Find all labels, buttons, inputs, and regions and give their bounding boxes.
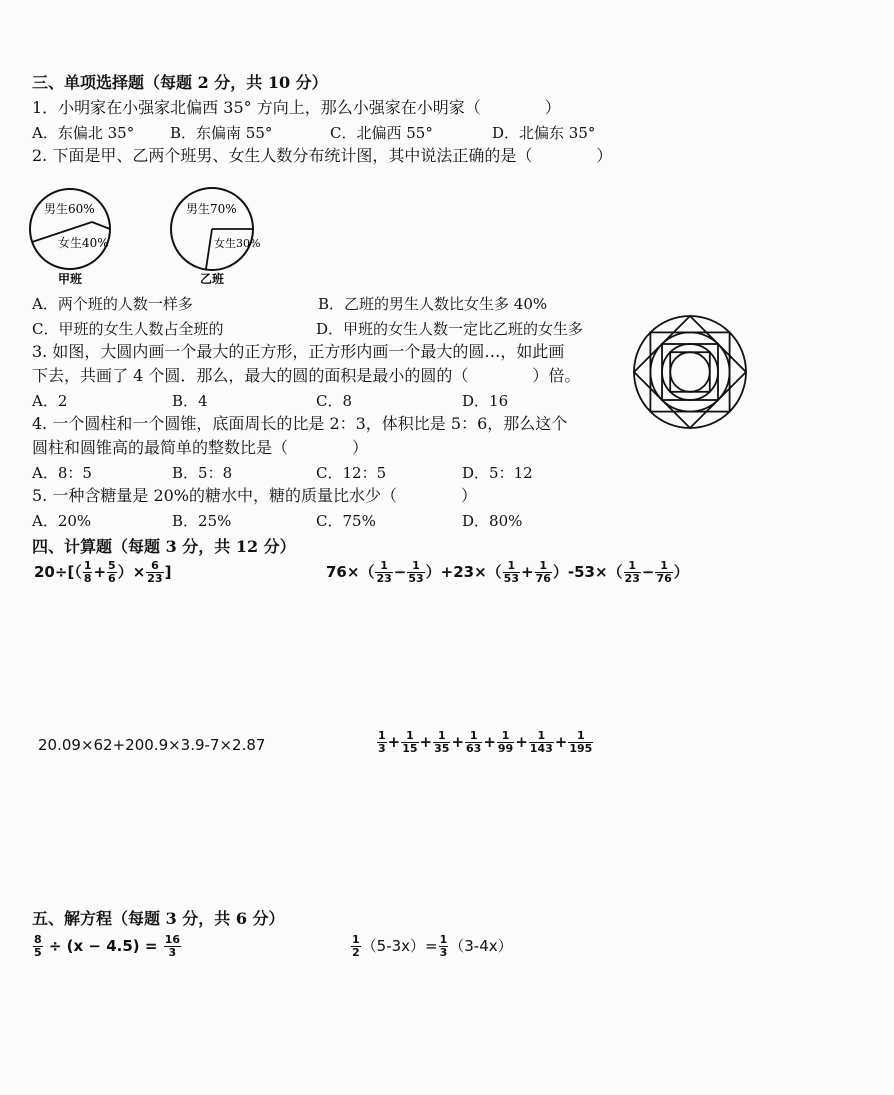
pie-chart-class-a bbox=[26, 185, 122, 285]
q5-option-a: A．20% bbox=[32, 512, 92, 530]
q1-option-d: D．北偏东 35° bbox=[492, 124, 596, 142]
q4-option-a: A．8：5 bbox=[32, 464, 92, 482]
q4-stem-line2: 圆柱和圆锥高的最简单的整数比是（ ） bbox=[32, 438, 369, 457]
q2-stem: 2. 下面是甲、乙两个班男、女生人数分布统计图，其中说法正确的是（ ） bbox=[32, 146, 613, 165]
q1-option-c: C．北偏西 55° bbox=[330, 124, 433, 142]
q4-stem-line1: 4. 一个圆柱和一个圆锥，底面周长的比是 2：3，体积比是 5：6，那么这个 bbox=[32, 414, 568, 433]
pie1-girls-label: 女生40% bbox=[58, 236, 109, 250]
nested-circles-squares-figure bbox=[630, 312, 750, 432]
q2-option-a: A．两个班的人数一样多 bbox=[32, 295, 193, 313]
q2-option-b: B．乙班的男生人数比女生多 40% bbox=[318, 295, 548, 313]
q1-stem: 1．小明家在小强家北偏西 35° 方向上，那么小强家在小明家（ ） bbox=[32, 98, 561, 117]
q2-option-d: D．甲班的女生人数一定比乙班的女生多 bbox=[316, 320, 584, 338]
calc-expression-2: 76×（ $\frac{1}{23}$ − $\frac{1}{53}$ ）+23×（ $\frac{1}{53}$ + $\frac{1}{76}$ ）-53×（ $\frac{1}{23}$ − $\frac{1}{76}$ ） bbox=[326, 559, 689, 585]
q4-option-d: D．5：12 bbox=[462, 464, 533, 482]
section5-title: 五、解方程（每题 3 分，共 6 分） bbox=[32, 909, 285, 928]
pie1-boys-label: 男生60% bbox=[44, 202, 95, 216]
q3-stem-line2: 下去，共画了 4 个圆．那么，最大的圆的面积是最小的圆的（ ）倍。 bbox=[32, 366, 581, 385]
q1-option-a: A．东偏北 35° bbox=[32, 124, 135, 142]
q3-option-b: B．4 bbox=[172, 392, 208, 410]
q4-option-c: C．12：5 bbox=[316, 464, 387, 482]
calc-expression-4: $\frac{1}{3}$ + $\frac{1}{15}$ + $\frac{1}{35}$ + $\frac{1}{63}$ + $\frac{1}{99}$ + $\frac{1}{143}$ + $\frac{1}{195}$ bbox=[378, 729, 593, 755]
pie2-girls-label: 女生30% bbox=[214, 237, 261, 250]
q5-option-b: B．25% bbox=[172, 512, 232, 530]
q5-stem: 5. 一种含糖量是 20%的糖水中，糖的质量比水少（ ） bbox=[32, 486, 478, 505]
pie1-name: 甲班 bbox=[58, 272, 83, 285]
calc-expression-3: 20.09×62+200.9×3.9-7×2.87 bbox=[38, 736, 266, 754]
pie2-name: 乙班 bbox=[200, 272, 225, 285]
q3-option-c: C．8 bbox=[316, 392, 353, 410]
equation-1: $\frac{8}{5}$ ÷ (x − 4.5) = $\frac{16}{3}$ bbox=[34, 933, 180, 959]
pie-chart-class-b bbox=[166, 185, 266, 285]
q5-option-c: C．75% bbox=[316, 512, 376, 530]
q3-option-a: A．2 bbox=[32, 392, 68, 410]
q3-option-d: D．16 bbox=[462, 392, 509, 410]
q3-stem-line1: 3. 如图，大圆内画一个最大的正方形，正方形内画一个最大的圆…，如此画 bbox=[32, 342, 565, 361]
equation-2: $\frac{1}{2}$ （5-3x）= $\frac{1}{3}$ （3-4x） bbox=[352, 933, 513, 959]
q2-option-c: C．甲班的女生人数占全班的 bbox=[32, 320, 224, 338]
q4-option-b: B．5：8 bbox=[172, 464, 233, 482]
q1-option-b: B．东偏南 55° bbox=[170, 124, 273, 142]
pie2-boys-label: 男生70% bbox=[186, 202, 237, 216]
section3-title: 三、单项选择题（每题 2 分，共 10 分） bbox=[32, 73, 328, 92]
q5-option-d: D．80% bbox=[462, 512, 523, 530]
calc-expression-1: 20÷[（ $\frac{1}{8}$ + $\frac{5}{6}$ ）× $\frac{6}{23}$ ] bbox=[34, 559, 172, 585]
section4-title: 四、计算题（每题 3 分，共 12 分） bbox=[32, 537, 296, 556]
